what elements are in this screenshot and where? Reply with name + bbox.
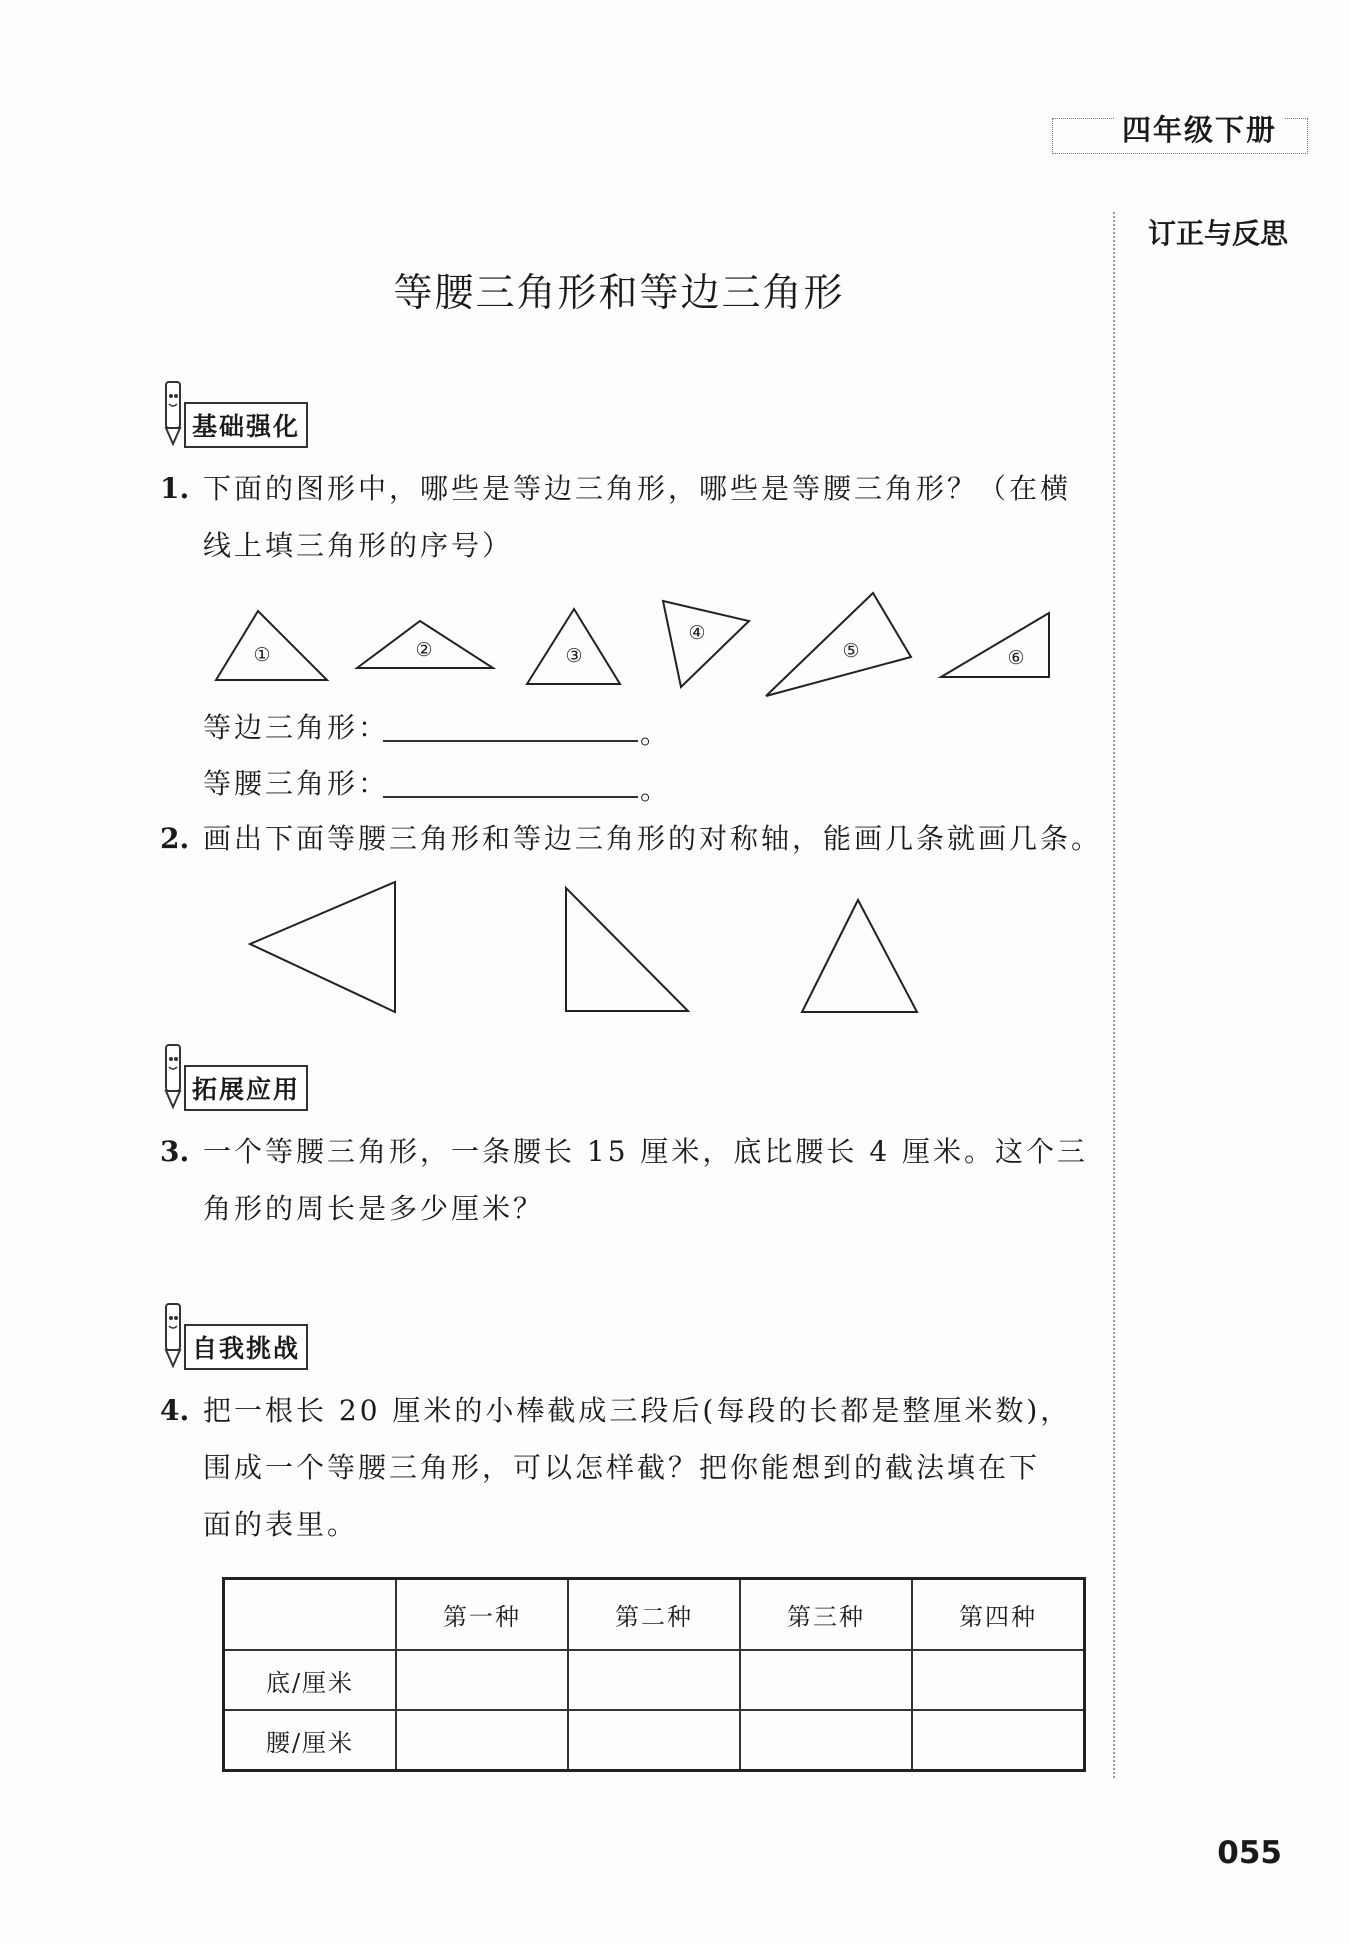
correction-label: 订正与反思 [1148, 217, 1289, 250]
triangle-1 [216, 611, 327, 680]
question-number: 1. [160, 472, 190, 505]
symmetry-triangles [240, 870, 1010, 1020]
answer-cell[interactable] [912, 1650, 1085, 1710]
question-line: 一个等腰三角形，一条腰长 15 厘米，底比腰长 4 厘米。这个三 [203, 1135, 1089, 1168]
triangle-label: ③ [565, 645, 583, 667]
table-header: 第一种 [396, 1579, 568, 1651]
question-text [203, 1123, 1088, 1237]
question-number: 2. [160, 822, 190, 855]
question-number: 4. [160, 1394, 190, 1427]
page-title: 等腰三角形和等边三角形 [393, 271, 845, 316]
section-basic [160, 380, 330, 440]
section-title: 拓展应用 [184, 1065, 308, 1111]
triangle-label: ② [415, 639, 433, 661]
triangle-b [566, 888, 688, 1011]
triangle-label: ① [253, 644, 271, 666]
table-row [224, 1710, 1085, 1771]
table-header: 第二种 [568, 1579, 740, 1651]
section-title: 基础强化 [184, 402, 308, 448]
triangle-label: ⑥ [1007, 647, 1025, 669]
end-mark: 。 [640, 773, 669, 806]
question-line: 角形的周长是多少厘米？ [203, 1192, 545, 1225]
answer-cell[interactable] [740, 1710, 912, 1771]
isosceles-label: 等腰三角形： [203, 767, 390, 800]
question-line: 把一根长 20 厘米的小棒截成三段后(每段的长都是整厘米数)， [203, 1394, 1072, 1427]
triangle-label: ⑤ [842, 640, 860, 662]
grade-label [1052, 108, 1310, 156]
equilateral-label: 等边三角形： [203, 711, 390, 744]
triangle-5 [766, 593, 911, 696]
triangle-4 [663, 601, 749, 687]
answer-cell[interactable] [740, 1650, 912, 1710]
table-header [224, 1579, 397, 1651]
triangle-figures [200, 585, 1070, 700]
triangle-label: ④ [688, 622, 706, 644]
grade-text: 四年级下册 [1114, 108, 1285, 149]
answer-cell[interactable] [568, 1650, 740, 1710]
table-row [224, 1650, 1085, 1710]
answer-cell[interactable] [568, 1710, 740, 1771]
row-label: 腰/厘米 [224, 1710, 397, 1771]
section-extend [160, 1043, 330, 1103]
question-number: 3. [160, 1135, 190, 1168]
question-line: 围成一个等腰三角形，可以怎样截？把你能想到的截法填在下 [203, 1451, 1041, 1484]
answer-cell[interactable] [396, 1710, 568, 1771]
table-header: 第四种 [912, 1579, 1085, 1651]
row-label: 底/厘米 [224, 1650, 397, 1710]
margin-divider [1113, 212, 1115, 1778]
question-text [203, 460, 1071, 574]
table-header-row [224, 1579, 1085, 1651]
question-text: 画出下面等腰三角形和等边三角形的对称轴，能画几条就画几条。 [203, 822, 1103, 855]
answer-cell[interactable] [396, 1650, 568, 1710]
section-title: 自我挑战 [184, 1324, 308, 1370]
question-text [203, 1382, 1071, 1553]
triangle-c [802, 900, 917, 1012]
question-line: 面的表里。 [203, 1508, 359, 1541]
answer-cell[interactable] [912, 1710, 1085, 1771]
triangle-6 [941, 613, 1049, 677]
page-number: 055 [1217, 1835, 1282, 1871]
question-line: 下面的图形中，哪些是等边三角形，哪些是等腰三角形？（在横 [203, 472, 1072, 505]
triangle-a [250, 882, 395, 1012]
end-mark: 。 [640, 717, 669, 750]
equilateral-answer-line[interactable] [383, 712, 638, 742]
question-line: 线上填三角形的序号） [203, 529, 514, 562]
table-header: 第三种 [740, 1579, 912, 1651]
section-challenge [160, 1302, 330, 1362]
isosceles-answer-line[interactable] [383, 768, 638, 798]
answer-table [222, 1577, 1086, 1772]
